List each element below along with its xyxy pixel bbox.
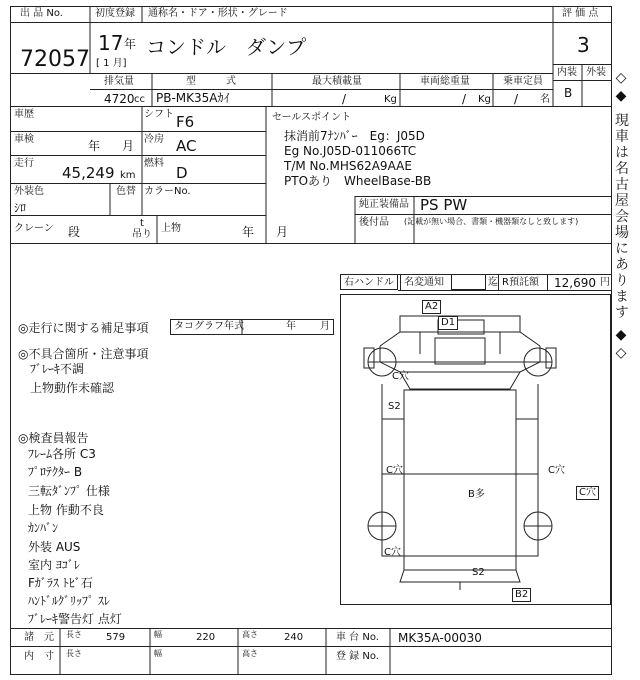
first-reg-month: [ 1 月] bbox=[96, 58, 127, 69]
chassis-label: 車 台 No. bbox=[336, 632, 379, 643]
lot-no: 72057 bbox=[20, 47, 90, 72]
recycle-unit: 円 bbox=[600, 277, 610, 288]
capacity-label: 乗車定員 bbox=[503, 76, 543, 87]
mileage-value: 45,249 bbox=[62, 164, 115, 182]
damage-mark: C穴 bbox=[576, 486, 599, 500]
report-item: ｶﾝﾊﾞﾝ bbox=[28, 521, 59, 535]
gvw: / bbox=[462, 92, 467, 106]
color-no-label: 色替 bbox=[116, 186, 136, 197]
report-item: ﾌﾟﾛﾃｸﾀｰ B bbox=[28, 465, 83, 479]
retrofit-note: (記載が無い場合、書類・機器類なしと致します) bbox=[404, 217, 579, 226]
inspector-label: ◎検査員報告 bbox=[18, 431, 89, 445]
length-label: 長さ bbox=[66, 649, 82, 658]
lot-no-label: 出 品 No. bbox=[20, 8, 63, 19]
sales-point-line: 抹消前7ﾅﾝﾊﾞｰ Eg：J05D bbox=[284, 129, 425, 143]
model-code: PB-MK35Aｶｲ bbox=[156, 91, 230, 105]
dims-label: 諸 元 bbox=[24, 632, 54, 643]
sales-point-line: PTOあり WheelBase-BB bbox=[284, 174, 432, 188]
ext-color-value: ｼﾛ bbox=[14, 201, 27, 215]
interior-dims-label: 内 寸 bbox=[24, 651, 54, 662]
height-label: 高さ bbox=[242, 630, 258, 639]
type-label: 型 式 bbox=[186, 76, 236, 87]
mileage-label: 走行 bbox=[14, 158, 34, 169]
fuel-label: 燃料 bbox=[144, 158, 164, 169]
defect-item: ﾌﾞﾚｰｷ不調 bbox=[30, 362, 85, 376]
sales-point-line: T/M No.MHS62A9AAE bbox=[284, 159, 412, 173]
damage-mark: B2 bbox=[512, 588, 531, 602]
capacity: / bbox=[514, 92, 519, 106]
width-value: 220 bbox=[196, 632, 216, 643]
venue-notice: ◇◆ 現車は名古屋会場にあります ◆◇ bbox=[613, 70, 629, 363]
report-item: 外装 AUS bbox=[28, 540, 81, 554]
tacho-label: タコグラフ年式 bbox=[174, 321, 244, 332]
recycle-value: 12,690 bbox=[554, 276, 596, 290]
gvw-label: 車両総重量 bbox=[420, 76, 470, 87]
first-reg-year: 17 bbox=[98, 31, 124, 55]
damage-mark: C穴 bbox=[386, 465, 403, 476]
report-item: 室内 ﾖｺﾞﾚ bbox=[28, 558, 80, 572]
capacity-unit: 名 bbox=[540, 94, 550, 105]
ext-color-label: 外装色 bbox=[14, 186, 44, 197]
sales-points-label: セールスポイント bbox=[272, 112, 352, 123]
disp-unit: cc bbox=[134, 94, 145, 105]
shift-label: シフト bbox=[144, 109, 174, 120]
damage-mark: A2 bbox=[422, 300, 441, 314]
running-label: ◎走行に関する補足事項 bbox=[18, 321, 149, 335]
color-no2-label: カラーNo. bbox=[144, 186, 191, 197]
displacement: 4720 bbox=[104, 92, 135, 106]
report-item: ﾌﾚｰﾑ各所 C3 bbox=[28, 447, 96, 461]
history-label: 車歴 bbox=[14, 109, 34, 120]
until-label: 迄 bbox=[488, 277, 498, 288]
recycle-label: R預託額 bbox=[502, 277, 539, 288]
damage-mark: D1 bbox=[438, 316, 458, 330]
ac-value: AC bbox=[176, 137, 197, 155]
exterior-label: 外装 bbox=[586, 67, 606, 78]
score-label: 評 価 点 bbox=[562, 8, 599, 19]
score: 3 bbox=[577, 33, 590, 57]
handle-position: 右ハンドル bbox=[344, 277, 394, 288]
length-value: 579 bbox=[106, 632, 126, 643]
report-item: ﾊﾝﾄﾞﾙｸﾞﾘｯﾌﾟ ｽﾚ bbox=[28, 594, 110, 608]
fuel-value: D bbox=[176, 164, 188, 182]
report-item: 上物 作動不良 bbox=[28, 503, 104, 517]
insp-month-unit: 月 bbox=[122, 139, 135, 153]
damage-mark: C穴 bbox=[384, 547, 401, 558]
crane-tsuri: 吊り bbox=[132, 229, 152, 240]
upper-month: 月 bbox=[276, 225, 289, 239]
interior-grade: B bbox=[564, 86, 573, 100]
max-load-unit: Kg bbox=[384, 94, 397, 105]
truck-damage-diagram bbox=[340, 294, 610, 604]
report-item: Fｶﾞﾗｽ ﾄﾋﾞ石 bbox=[28, 576, 93, 590]
height-value: 240 bbox=[284, 632, 304, 643]
retrofit-label: 後付品 bbox=[359, 217, 389, 228]
upper-label: 上物 bbox=[161, 223, 181, 234]
gvw-unit: Kg bbox=[478, 94, 491, 105]
shift-value: F6 bbox=[176, 113, 195, 131]
report-item: 三転ﾀﾞﾝﾌﾟ 仕様 bbox=[28, 484, 110, 498]
interior-label: 内装 bbox=[557, 67, 577, 78]
max-load: / bbox=[342, 92, 347, 106]
defect-label: ◎不具合箇所・注意事項 bbox=[18, 347, 149, 361]
crane-label: クレーン bbox=[14, 223, 54, 234]
damage-mark: S2 bbox=[472, 567, 485, 578]
damage-mark: C穴 bbox=[392, 371, 409, 382]
model-name: コンドル ダンプ bbox=[146, 35, 307, 59]
equipment-label: 純正装備品 bbox=[359, 199, 409, 210]
damage-mark: C穴 bbox=[548, 465, 565, 476]
max-load-label: 最大積載量 bbox=[312, 76, 362, 87]
inspection-label: 車検 bbox=[14, 134, 34, 145]
sales-point-line: Eg No.J05D-011066TC bbox=[284, 144, 417, 158]
model-label: 通称名・ドア・形状・グレード bbox=[148, 8, 288, 19]
name-change-label: 名変通知 bbox=[404, 277, 444, 288]
reg-label: 登 録 No. bbox=[336, 651, 379, 662]
cab-roof bbox=[400, 316, 520, 332]
chassis-value: MK35A-00030 bbox=[398, 631, 482, 645]
crane-t: t bbox=[140, 218, 144, 229]
tacho-month: 月 bbox=[320, 321, 330, 332]
dump-bed bbox=[404, 390, 516, 570]
defect-item: 上物動作未確認 bbox=[30, 381, 115, 395]
insp-year-unit: 年 bbox=[88, 139, 101, 153]
disp-label: 排気量 bbox=[104, 76, 134, 87]
tacho-year: 年 bbox=[286, 321, 296, 332]
report-item: ﾌﾞﾚｰｷ警告灯 点灯 bbox=[28, 612, 122, 626]
equipment-value: PS PW bbox=[420, 196, 468, 214]
damage-mark: S2 bbox=[388, 401, 401, 412]
first-reg-label: 初度登録 bbox=[95, 8, 135, 19]
ac-label: 冷房 bbox=[144, 134, 164, 145]
length-label: 長さ bbox=[66, 630, 82, 639]
crane-dan: 段 bbox=[68, 225, 81, 239]
width-label: 幅 bbox=[154, 649, 162, 658]
height-label: 高さ bbox=[242, 649, 258, 658]
width-label: 幅 bbox=[154, 630, 162, 639]
year-unit: 年 bbox=[124, 37, 137, 51]
damage-mark: B多 bbox=[468, 489, 485, 500]
upper-year: 年 bbox=[242, 225, 255, 239]
mileage-unit: km bbox=[120, 170, 136, 181]
